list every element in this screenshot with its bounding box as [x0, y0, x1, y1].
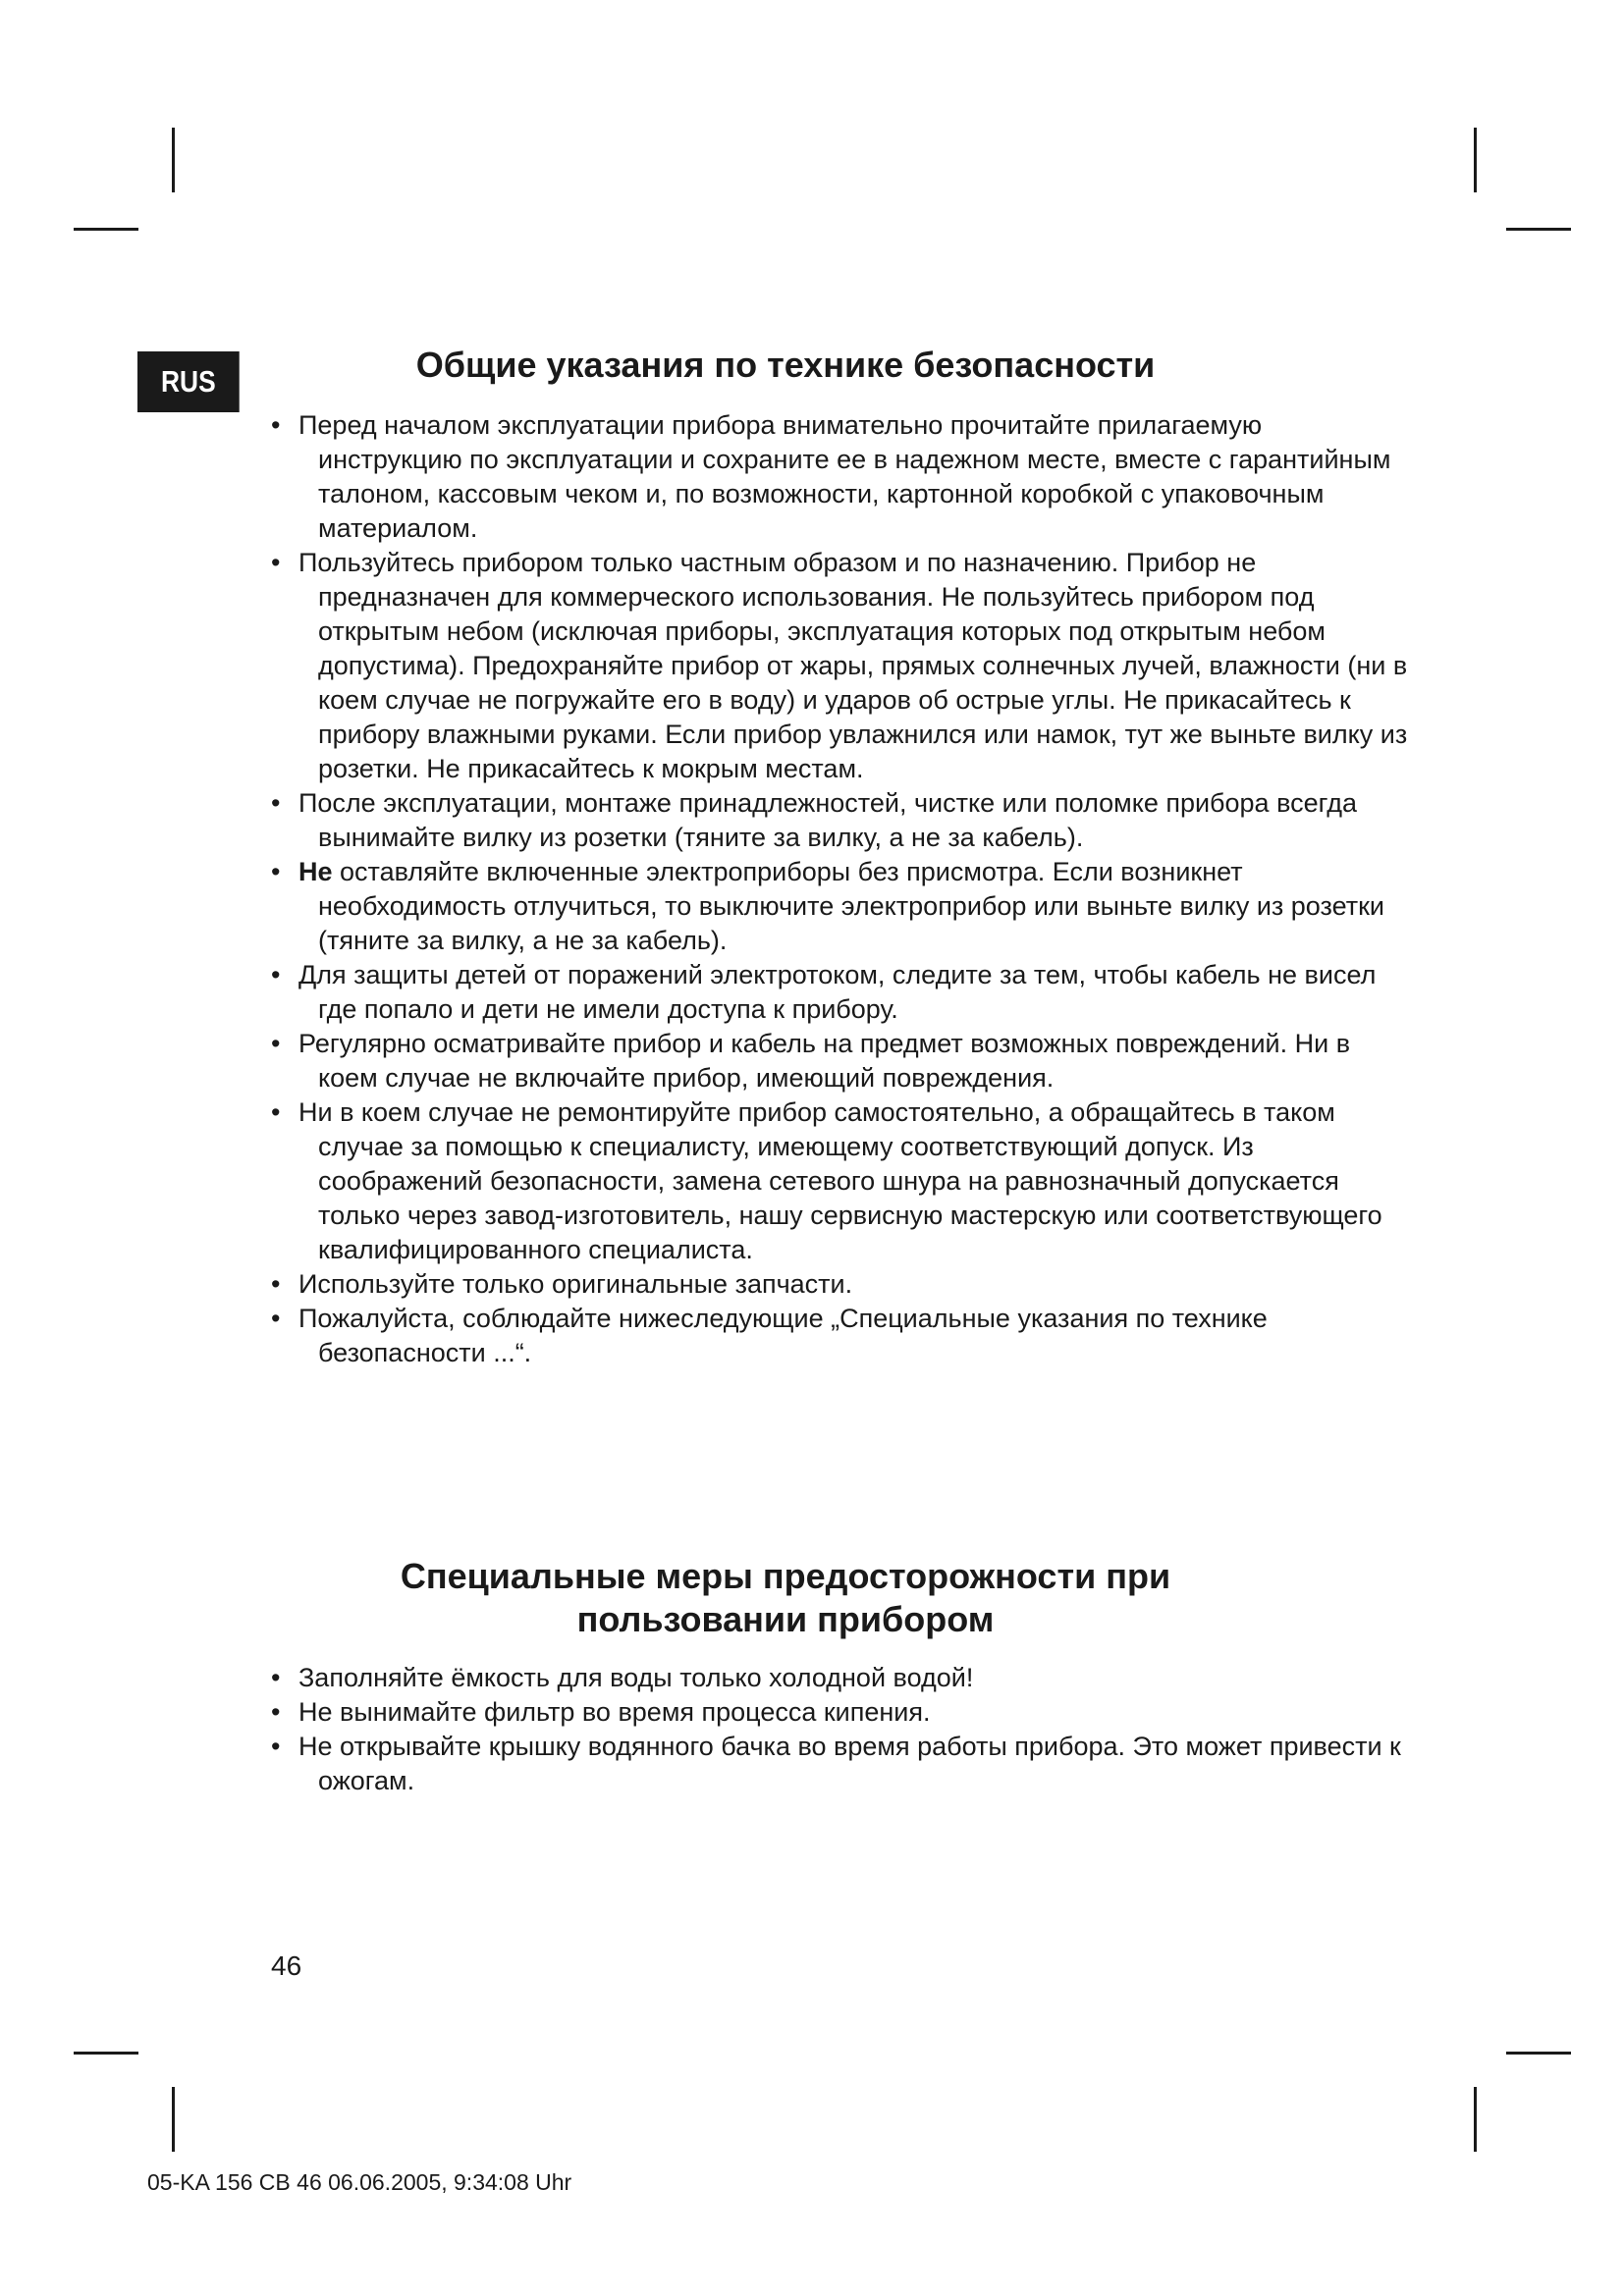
crop-mark-bottom-right-horizontal [1506, 2052, 1571, 2055]
crop-mark-bottom-left-horizontal [74, 2052, 138, 2055]
section1-list [0, 408, 1408, 1370]
list-item: • Не вынимайте фильтр во время процесса кипения. [0, 1695, 1408, 1730]
crop-mark-top-right-horizontal [1506, 228, 1571, 231]
section2-title-line2: пользовании прибором [576, 1599, 995, 1639]
language-tab: RUS [137, 351, 240, 412]
crop-mark-bottom-left-vertical [172, 2087, 175, 2152]
list-item: • Ни в коем случае не ремонтируйте прибор самостоятельно, а обращайтесь в таком случае за помощью к специалисту, имеющему соответствующий допуск. Из соображений безопасности, замена сетевого шнура на равнозначный допускается только через завод-изготовитель, нашу сервисную мастерскую или соответствующего квалифицированного специалиста. [0, 1095, 1408, 1267]
list-item: • После эксплуатации, монтаже принадлежностей, чистке или поломке прибора всегда вынимайте вилку из розетки (тяните за вилку, а не за кабель). [0, 786, 1408, 855]
list-item: • Пожалуйста, соблюдайте нижеследующие „Специальные указания по технике безопасности ...“. [0, 1302, 1408, 1370]
list-item: • Регулярно осматривайте прибор и кабель на предмет возможных повреждений. Ни в коем случае не включайте прибор, имеющий повреждения. [0, 1027, 1408, 1095]
list-item: • Пользуйтесь прибором только частным образом и по назначению. Прибор не предназначен для коммерческого использования. Не пользуйтесь прибором под открытым небом (исключая приборы, эксплуатация которых под открытым небом допустима). Предохраняйте прибор от жары, прямых солнечных лучей, влажности (ни в коем случае не погружайте его в воду) и ударов об острые углы. Не прикасайтесь к прибору влажными руками. Если прибор увлажнился или намок, тут же выньте вилку из розетки. Не прикасайтесь к мокрым местам. [0, 546, 1408, 786]
crop-mark-top-left-horizontal [74, 228, 138, 231]
list-item: • Перед началом эксплуатации прибора внимательно прочитайте прилагаемую инструкцию по эксплуатации и сохраните ее в надежном месте, вместе с гарантийным талоном, кассовым чеком и, по возможности, картонной коробкой с упаковочным материалом. [0, 408, 1408, 546]
crop-mark-bottom-right-vertical [1474, 2087, 1477, 2152]
section2-list [0, 1661, 1408, 1798]
list-item: • Для защиты детей от поражений электротоком, следите за тем, чтобы кабель не висел где попало и дети не имели доступа к прибору. [0, 958, 1408, 1027]
section1-title: Общие указания по технике безопасности [415, 345, 1156, 385]
crop-mark-top-right-vertical [1474, 128, 1477, 192]
list-item: • Используйте только оригинальные запчасти. [0, 1267, 1408, 1302]
list-item: • Не оставляйте включенные электроприборы без присмотра. Если возникнет необходимость отлучиться, то выключите электроприбор или выньте вилку из розетки (тяните за вилку, а не за кабель). [0, 855, 1408, 958]
page-number: 46 [271, 1950, 302, 1981]
list-item: • Не открывайте крышку водянного бачка во время работы прибора. Это может привести к ожогам. [0, 1730, 1408, 1798]
section2-title-line1: Специальные меры предосторожности при [400, 1556, 1171, 1596]
crop-mark-top-left-vertical [172, 128, 175, 192]
print-footer: 05-KA 156 CB 46 06.06.2005, 9:34:08 Uhr [147, 2169, 572, 2195]
list-item: • Заполняйте ёмкость для воды только холодной водой! [0, 1661, 1408, 1695]
